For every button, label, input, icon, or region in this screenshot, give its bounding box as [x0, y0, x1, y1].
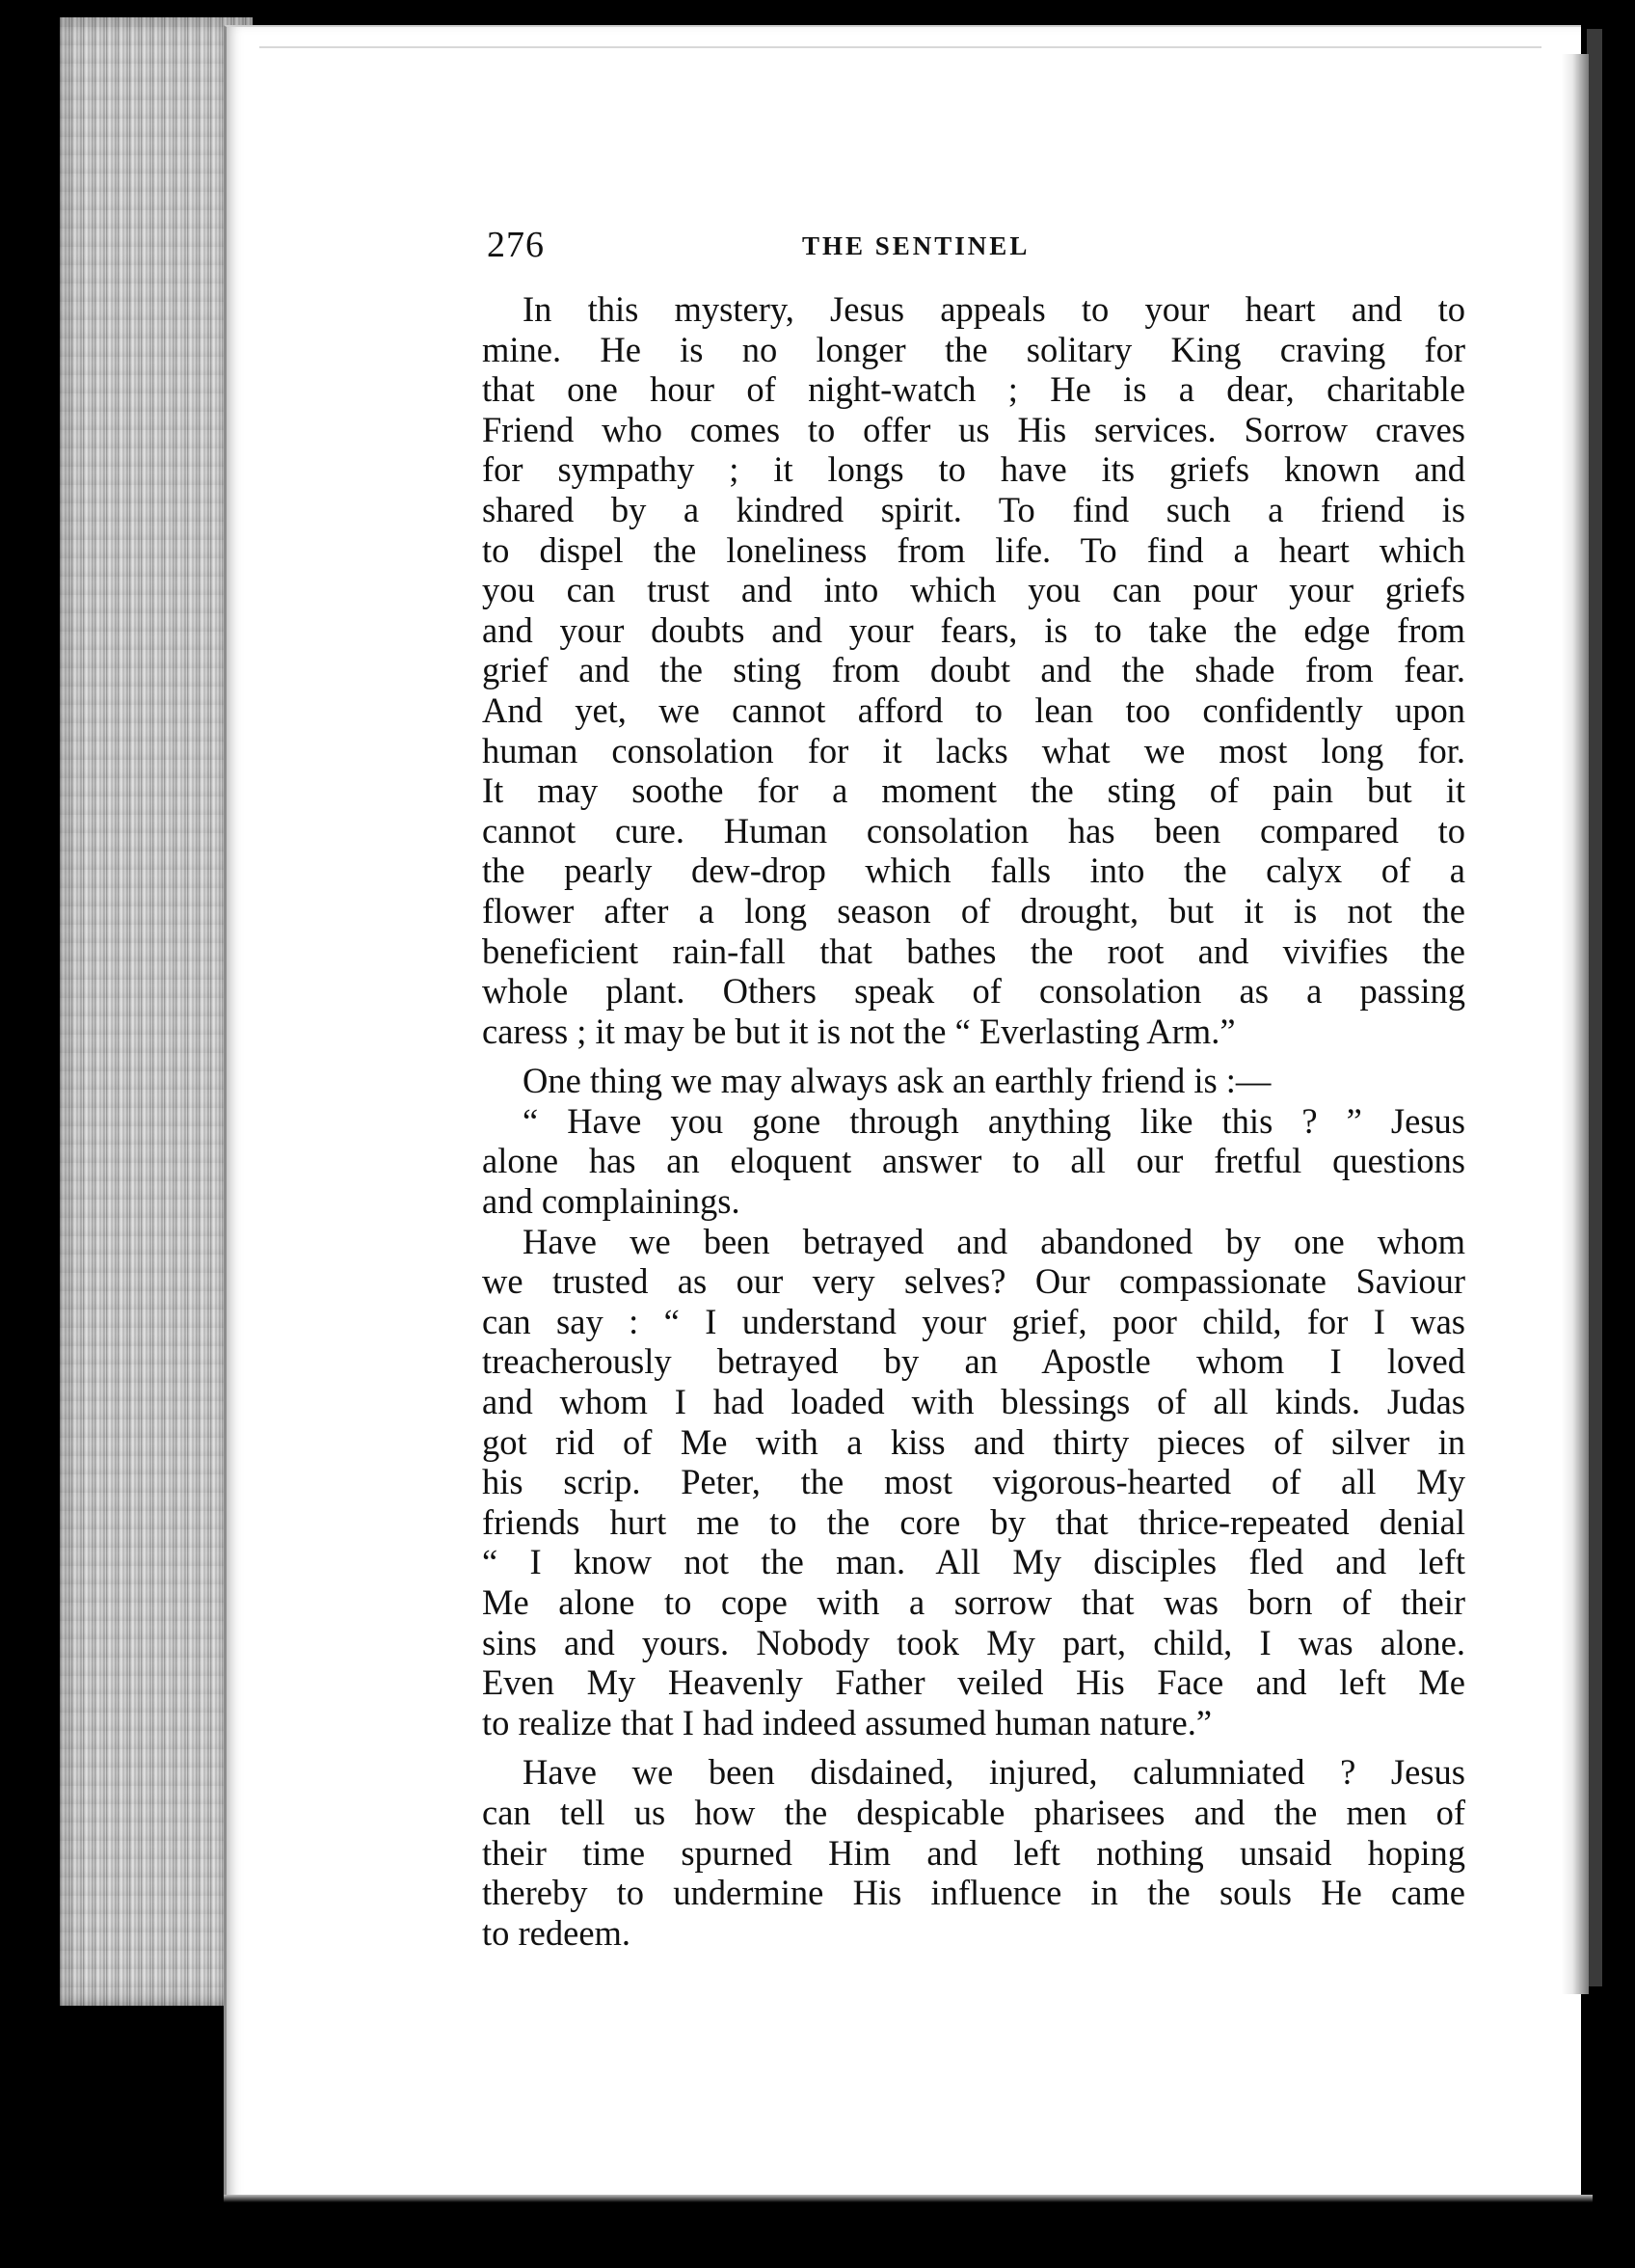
text-line: and complainings.: [482, 1181, 740, 1222]
text-line: the pearly dew-drop which falls into the calyx of a: [482, 850, 1465, 891]
text-line: we trusted as our very selves? Our compassionate Saviour: [482, 1261, 1465, 1302]
text-line: Me alone to cope with a sorrow that was born of their: [482, 1582, 1465, 1622]
text-line: Have we been disdained, injured, calumniated ? Jesus: [523, 1752, 1465, 1793]
text-line: to realize that I had indeed assumed human nature.”: [482, 1702, 1213, 1742]
text-line: that one hour of night-watch ; He is a dear, charitable: [482, 369, 1465, 410]
text-line: to redeem.: [482, 1912, 631, 1953]
text-line: alone has an eloquent answer to all our fretful questions: [482, 1141, 1465, 1181]
page-bottom-shadow: [224, 2195, 1593, 2202]
text-line: for sympathy ; it longs to have its griefs known and: [482, 449, 1465, 490]
text-line: their time spurned Him and left nothing unsaid hoping: [482, 1832, 1465, 1873]
running-head: THE SENTINEL: [802, 231, 1031, 260]
text-line: caress ; it may be but it is not the “ Everlasting Arm.”: [482, 1011, 1236, 1051]
paragraph: [482, 1101, 1465, 1222]
body-text: [482, 289, 1465, 1953]
paragraph: [482, 1061, 1465, 1101]
text-line: treacherously betrayed by an Apostle whom I loved: [482, 1341, 1465, 1382]
paragraph: [482, 1222, 1465, 1743]
text-line: to dispel the loneliness from life. To find a heart which: [482, 529, 1465, 570]
text-line: you can trust and into which you can pour your griefs: [482, 570, 1465, 610]
text-line: One thing we may always ask an earthly friend is :—: [523, 1061, 1272, 1101]
paragraph: [482, 1752, 1465, 1953]
text-line: mine. He is no longer the solitary King craving for: [482, 329, 1465, 369]
text-line: and your doubts and your fears, is to take the edge from: [482, 609, 1465, 650]
text-line: beneficient rain-fall that bathes the root and vivifies the: [482, 931, 1465, 971]
text-line: sins and yours. Nobody took My part, child, I was alone.: [482, 1622, 1465, 1662]
text-line: whole plant. Others speak of consolation as a passing: [482, 971, 1465, 1012]
page-top-rule: [259, 46, 1541, 48]
text-line: “ I know not the man. All My disciples fled and left: [482, 1542, 1465, 1582]
page-right-edge: [1562, 54, 1589, 1994]
text-line: can say : “ I understand your grief, poor child, for I was: [482, 1301, 1465, 1341]
text-line: “ Have you gone through anything like this ? ” Jesus: [523, 1100, 1465, 1141]
book-cover-edge: [1587, 29, 1602, 1986]
paragraph: [482, 289, 1465, 1051]
text-line: his scrip. Peter, the most vigorous-hearted of all My: [482, 1462, 1465, 1502]
text-line: Even My Heavenly Father veiled His Face and left Me: [482, 1662, 1465, 1703]
text-line: grief and the sting from doubt and the shade from fear.: [482, 650, 1465, 690]
text-line: And yet, we cannot afford to lean too confidently upon: [482, 689, 1465, 730]
text-line: thereby to undermine His influence in the souls He came: [482, 1873, 1465, 1913]
text-line: flower after a long season of drought, but it is not the: [482, 890, 1465, 931]
text-line: and whom I had loaded with blessings of all kinds. Judas: [482, 1382, 1465, 1422]
page-number: 276: [487, 225, 545, 265]
text-line: cannot cure. Human consolation has been compared to: [482, 810, 1465, 850]
text-line: Have we been betrayed and abandoned by one whom: [523, 1221, 1465, 1261]
text-line: In this mystery, Jesus appeals to your heart and to: [523, 289, 1465, 329]
page-header: [487, 224, 1470, 272]
text-line: shared by a kindred spirit. To find such a friend is: [482, 489, 1465, 529]
text-line: got rid of Me with a kiss and thirty pieces of silver in: [482, 1421, 1465, 1462]
text-line: Friend who comes to offer us His services. Sorrow craves: [482, 409, 1465, 449]
text-line: friends hurt me to the core by that thrice-repeated denial: [482, 1501, 1465, 1542]
text-line: can tell us how the despicable pharisees and the men of: [482, 1792, 1465, 1832]
text-line: human consolation for it lacks what we most long for.: [482, 730, 1465, 770]
text-line: It may soothe for a moment the sting of pain but it: [482, 770, 1465, 811]
